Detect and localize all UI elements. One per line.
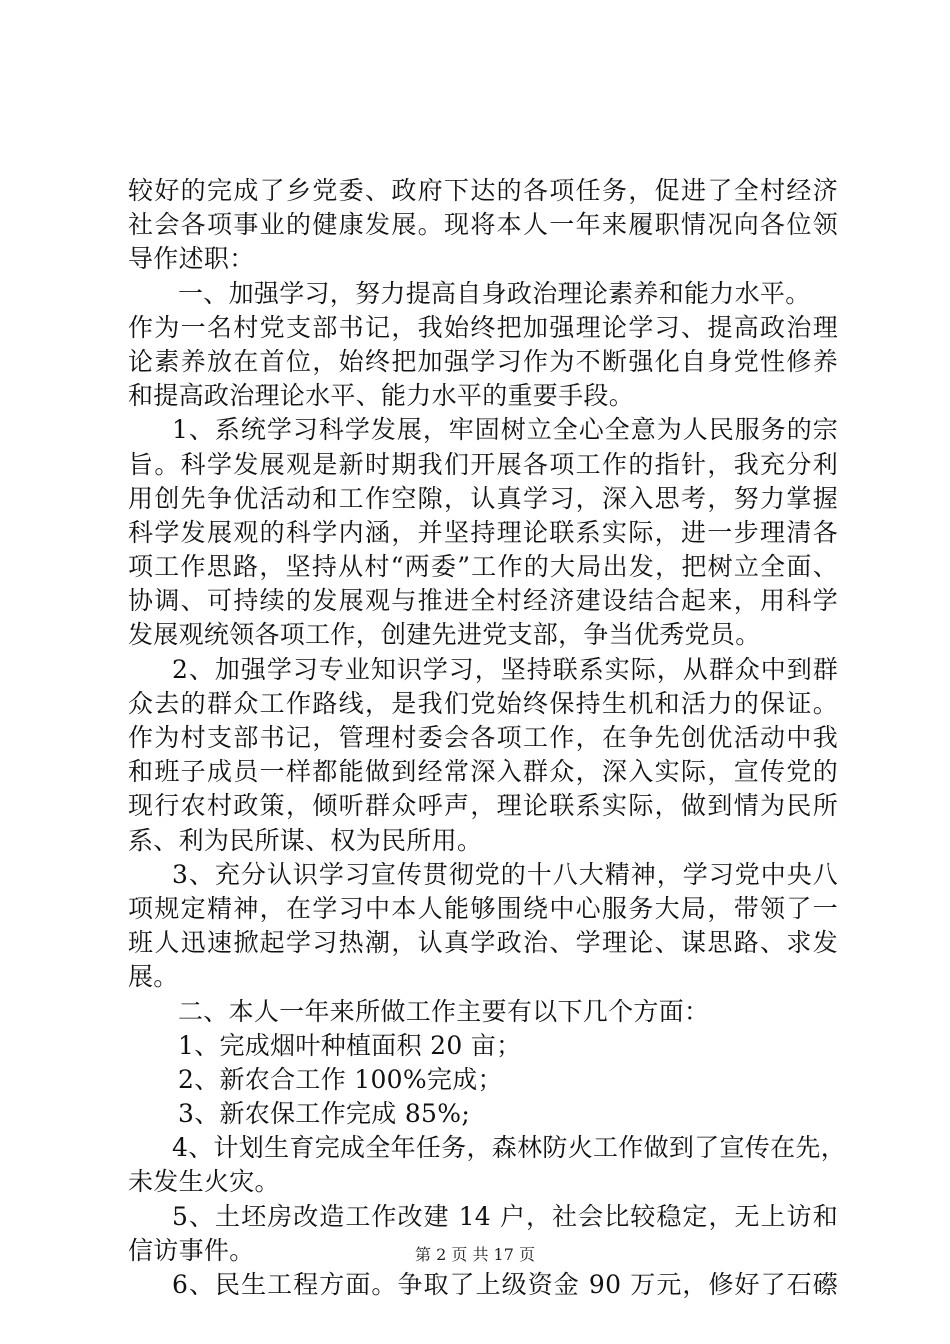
list-item: 4、计划生育完成全年任务，森林防火工作做到了宣传在先，	[172, 1133, 847, 1163]
text-line: 未发生火灾。	[128, 1167, 280, 1197]
text-line: 现行农村政策，倾听群众呼声，理论联系实际，做到情为民所	[128, 791, 838, 821]
section-heading-1: 一、加强学习，努力提高自身政治理论素养和能力水平。	[178, 278, 811, 308]
list-item: 6、民生工程方面。争取了上级资金 90 万元，修好了石礤	[172, 1270, 838, 1299]
text-line: 作为一名村党支部书记，我始终把加强理论学习、提高政治理	[128, 312, 838, 342]
list-item: 2、新农合工作 100%完成；	[178, 1064, 503, 1094]
text-line: 众去的群众工作路线，是我们党始终保持生机和活力的保证。	[128, 688, 838, 718]
text-line: 和提高政治理论水平、能力水平的重要手段。	[128, 381, 635, 411]
text-line: 导作述职：	[128, 244, 255, 274]
text-line: 协调、可持续的发展观与推进全村经济建设结合起来，用科学	[128, 586, 838, 616]
text-line: 项规定精神，在学习中本人能够围绕中心服务大局，带领了一	[128, 893, 838, 923]
text-line: 作为村支部书记，管理村委会各项工作，在争先创优活动中我	[128, 723, 838, 752]
list-item: 1、完成烟叶种植面积 20 亩；	[178, 1030, 522, 1060]
text-line: 发展观统领各项工作，创建先进党支部，争当优秀党员。	[128, 620, 761, 650]
text-line: 2、加强学习专业知识学习，坚持联系实际，从群众中到群	[172, 654, 838, 684]
text-line: 项工作思路，坚持从村“两委”工作的大局出发，把树立全面、	[128, 552, 838, 582]
list-item: 3、新农保工作完成 85%;	[178, 1099, 471, 1129]
text-line: 系、利为民所谋、权为民所用。	[128, 825, 483, 855]
text-line: 社会各项事业的健康发展。现将本人一年来履职情况向各位领	[128, 210, 838, 240]
text-line: 旨。科学发展观是新时期我们开展各项工作的指针，我充分利	[128, 449, 838, 479]
page-footer	[0, 1244, 950, 1266]
text-line: 信访事件。	[128, 1235, 255, 1265]
text-line: 科学发展观的科学内涵，并坚持理论联系实际，进一步理清各	[128, 517, 838, 547]
text-line: 展。	[128, 962, 179, 992]
text-line: 用创先争优活动和工作空隙，认真学习，深入思考，努力掌握	[128, 483, 838, 513]
document-body	[128, 174, 847, 1302]
section-heading-2: 二、本人一年来所做工作主要有以下几个方面：	[178, 996, 710, 1026]
list-item: 5、土坯房改造工作改建 14 户，社会比较稳定，无上访和	[172, 1201, 838, 1231]
text-line: 1、系统学习科学发展，牢固树立全心全意为人民服务的宗	[172, 415, 838, 445]
text-line: 3、充分认识学习宣传贯彻党的十八大精神，学习党中央八	[172, 859, 838, 889]
text-line: 论素养放在首位，始终把加强学习作为不断强化自身党性修养	[128, 346, 838, 376]
page-number-label: 第 2 页 共 17 页	[415, 1245, 535, 1264]
text-line: 和班子成员一样都能做到经常深入群众，深入实际，宣传党的	[128, 757, 838, 787]
text-line: 班人迅速掀起学习热潮，认真学政治、学理论、谋思路、求发	[128, 928, 838, 958]
text-line: 较好的完成了乡党委、政府下达的各项任务，促进了全村经济	[128, 176, 838, 205]
